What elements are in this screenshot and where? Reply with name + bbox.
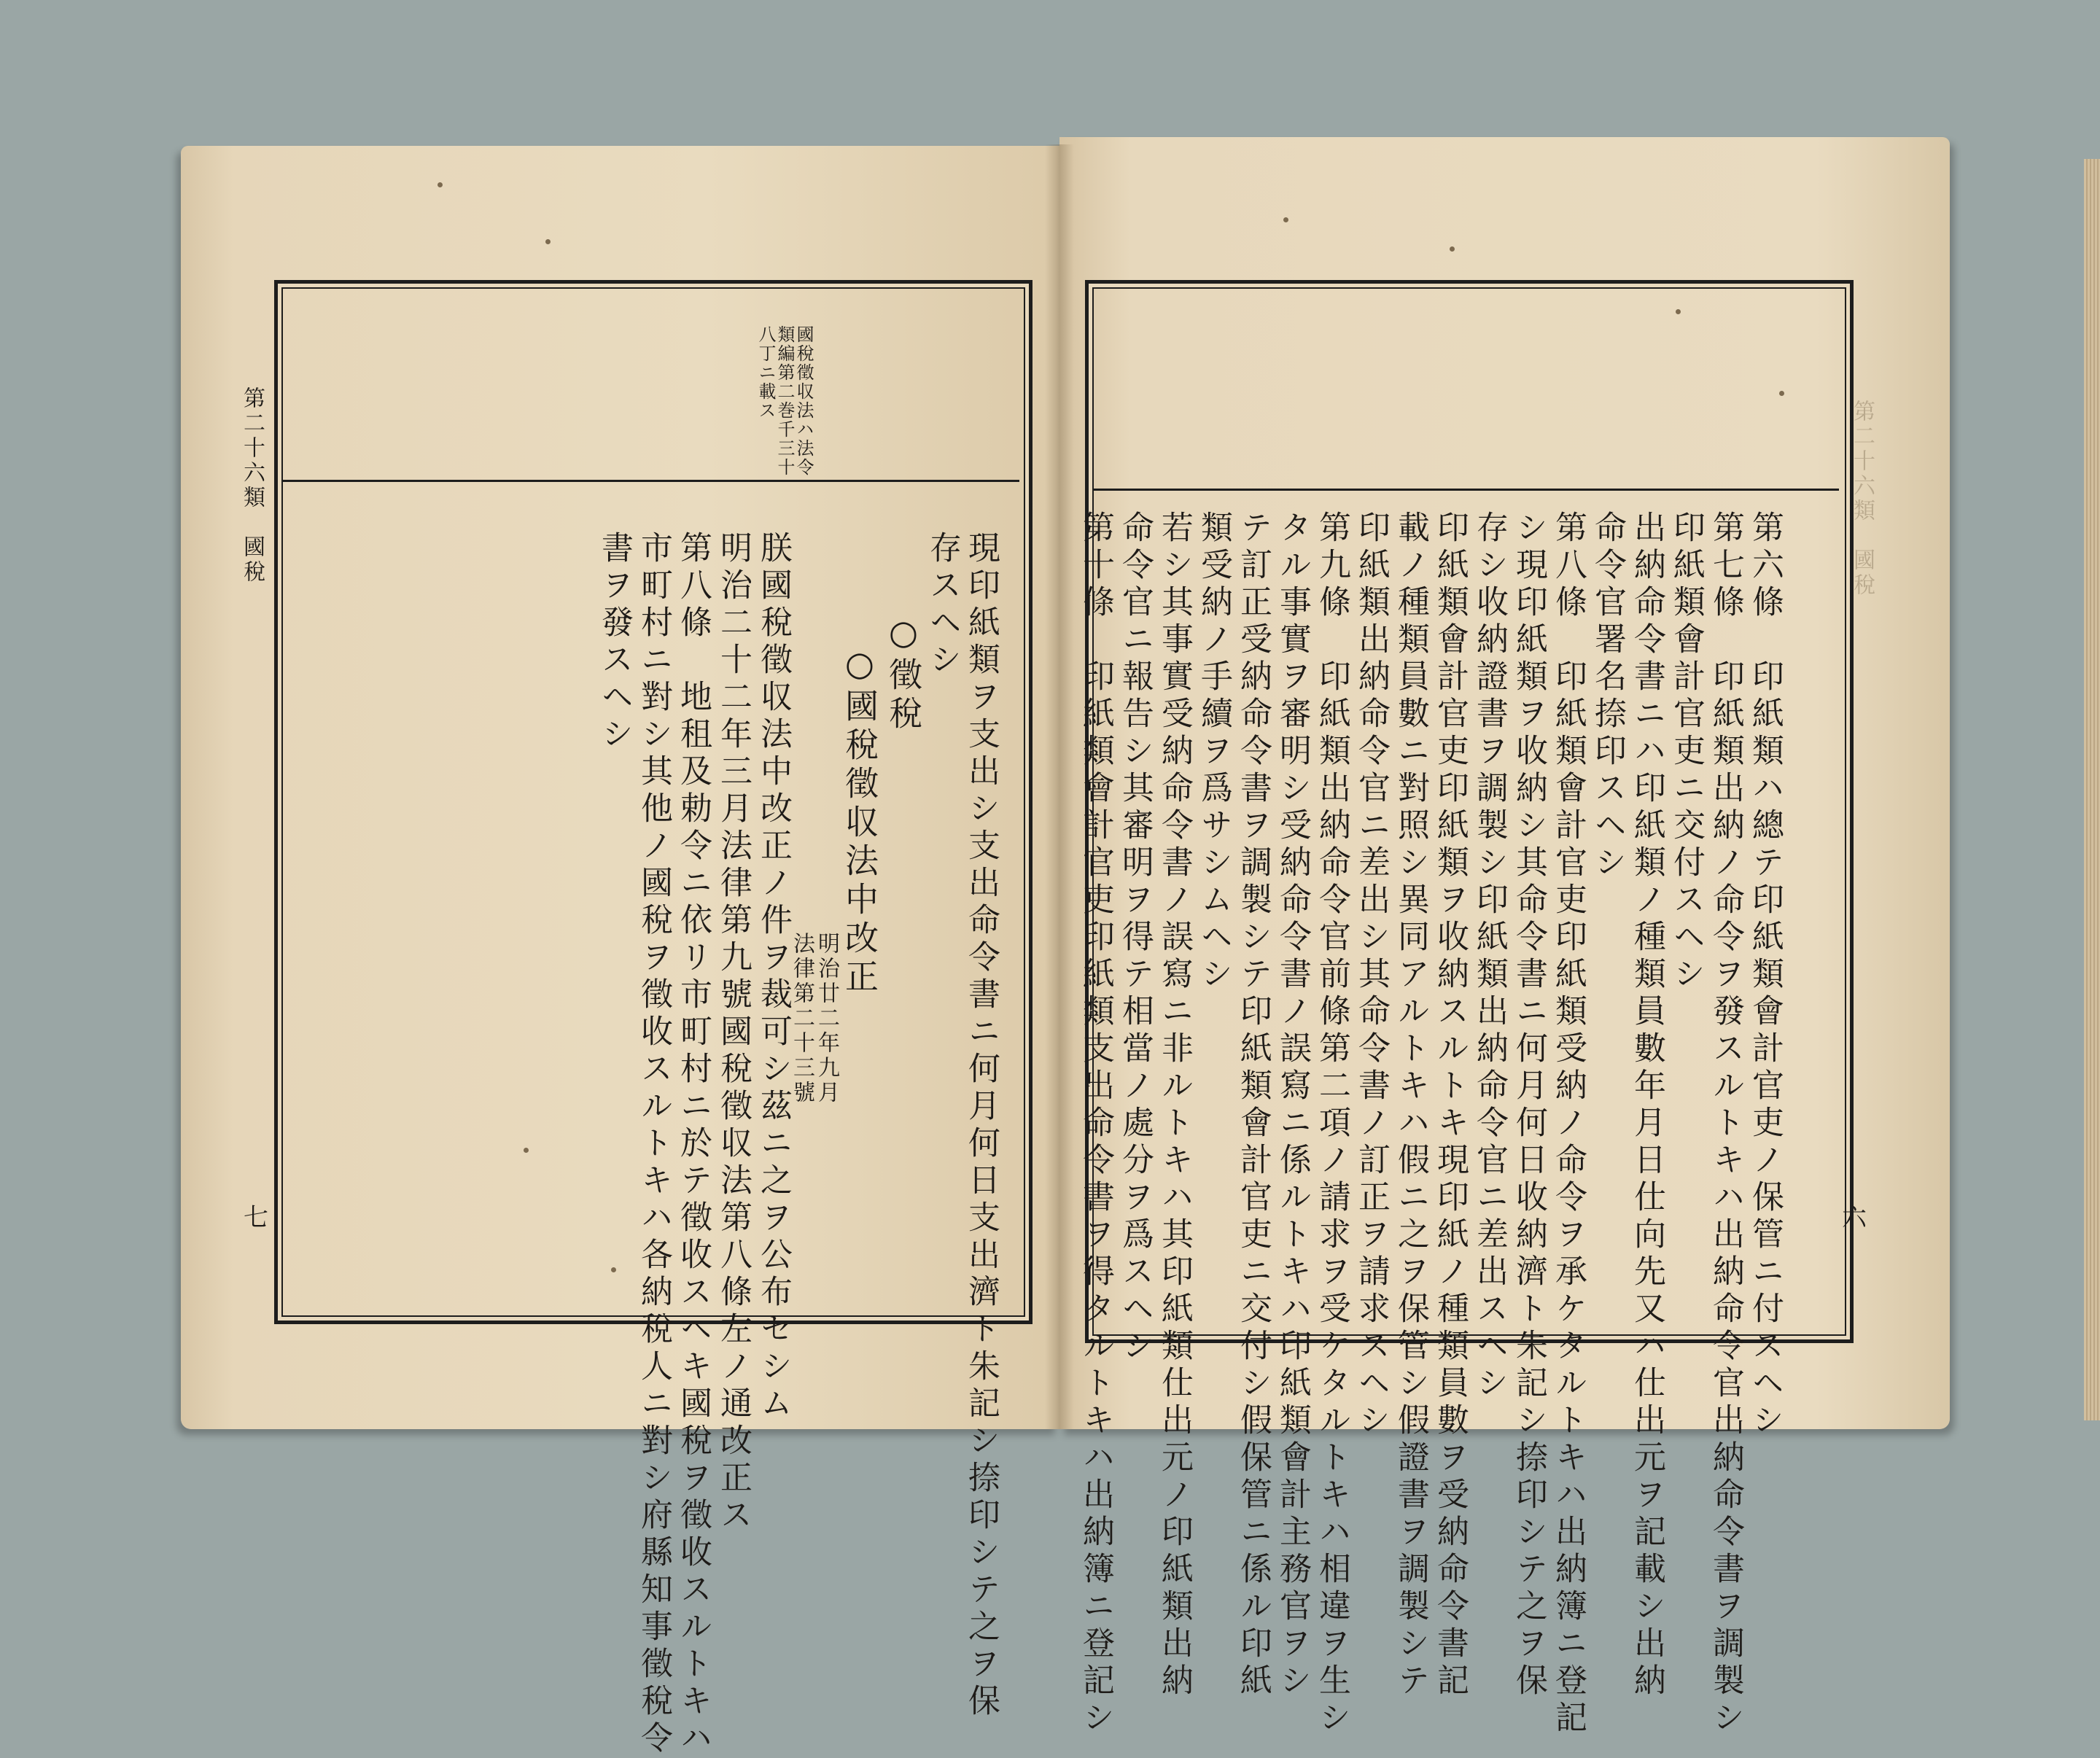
right-body-column-7: シ現印紙類ヲ收納シ其命令書ニ何月何日收納濟ト朱記シ捺印シテ之ヲ保	[1510, 510, 1547, 1700]
right-body-column-13: タル事實ヲ審明シ受納命令書ノ誤寫ニ係ルトキハ印紙類會計主務官ヲシ	[1274, 510, 1311, 1700]
right-body-column-5: 命令官署名捺印スヘシ	[1589, 510, 1626, 882]
law-number: 法律第二十三號	[789, 932, 814, 1105]
right-body-column-18: 第十條 印紙類會計官吏印紙類支出命令書ヲ得タルトキハ出納簿ニ登記シ	[1077, 510, 1114, 1738]
side-note-line-2: 類編第二巻千三十	[774, 325, 795, 477]
left-body-column-9: 書ヲ發スヘシ	[596, 531, 633, 754]
left-page-number: 七	[244, 1203, 268, 1232]
right-page-number: 六	[1842, 1203, 1867, 1232]
side-note-line-3: 八丁ニ載ス	[755, 325, 776, 420]
section-title-choze: ○徵稅	[884, 612, 923, 734]
left-body-column-5: 朕國稅徵収法中改正ノ件ヲ裁可シ茲ニ之ヲ公布セシム	[755, 531, 792, 1423]
right-body-column-6: 第八條 印紙類會計官吏印紙類受納ノ命令ヲ承ケタルトキハ出納簿ニ登記	[1549, 510, 1587, 1738]
paper-speck	[1779, 391, 1784, 396]
right-body-column-3: 印紙類會計官吏ニ交付スヘシ	[1668, 510, 1705, 994]
left-body-column-7: 第八條 地租及勅令ニ依リ市町村ニ於テ徵收スヘキ國稅ヲ徵收スルトキハ	[674, 531, 712, 1758]
paper-speck	[1676, 309, 1681, 314]
page-edges	[2084, 159, 2100, 1420]
side-note-line-1: 國稅徵収法ハ法令	[793, 325, 814, 477]
law-title: ○國稅徵収法中改正	[840, 644, 879, 997]
left-body-column-2: 存スヘシ	[924, 531, 961, 680]
left-body-column-1: 現印紙類ヲ支出シ支出命令書ニ何月何日支出濟ト朱記シ捺印シテ之ヲ保	[962, 531, 1000, 1721]
book-gutter	[1045, 144, 1074, 1429]
right-margin-header: 第二十六類 國稅	[1849, 400, 1875, 598]
paper-speck	[611, 1267, 616, 1272]
right-body-column-8: 存シ收納證書ヲ調製シ印紙類出納命令官ニ差出スヘシ	[1471, 510, 1508, 1403]
right-header-rule	[1094, 489, 1839, 491]
right-body-column-17: 命令官ニ報告シ其審明ヲ得テ相當ノ處分ヲ爲スヘシ	[1116, 510, 1154, 1366]
right-body-column-16: 若シ其事實受納命令書ノ誤寫ニ非ルトキハ其印紙類仕出元ノ印紙類出納	[1156, 510, 1193, 1700]
right-body-column-15: 類受納ノ手續ヲ爲サシムヘシ	[1195, 510, 1232, 994]
open-book	[181, 137, 1950, 1758]
right-body-column-10: 載ノ種類員數ニ對照シ異同アルトキハ假ニ之ヲ保管シ假證書ヲ調製シテ	[1392, 510, 1429, 1700]
left-body-column-6: 明治二十二年三月法律第九號國稅徵収法第八條左ノ通改正ス	[715, 531, 752, 1535]
right-body-column-11: 印紙類出納命令官ニ差出シ其命令書ノ訂正ヲ請求スヘシ	[1353, 510, 1390, 1440]
right-body-column-14: テ訂正受納命令書ヲ調製シテ印紙類會計官吏ニ交付シ假保管ニ係ル印紙	[1234, 510, 1272, 1700]
right-body-column-9: 印紙類會計官吏印紙類ヲ收納スルトキ現印紙ノ種類員數ヲ受納命令書記	[1431, 510, 1469, 1700]
right-body-column-2: 第七條 印紙類出納ノ命令ヲ發スルトキハ出納命令官出納命令書ヲ調製シ	[1707, 510, 1744, 1738]
right-body-column-4: 出納命令書ニハ印紙類ノ種類員數年月日仕向先又ハ仕出元ヲ記載シ出納	[1628, 510, 1665, 1700]
right-body-column-1: 第六條 印紙類ハ總テ印紙類會計官吏ノ保管ニ付スヘシ	[1746, 510, 1784, 1440]
paper-speck	[524, 1148, 529, 1153]
left-header-rule	[283, 480, 1019, 482]
right-body-column-12: 第九條 印紙類出納命令官前條第二項ノ請求ヲ受ケタルトキハ相違ヲ生シ	[1313, 510, 1350, 1738]
left-margin-header: 第二十六類 國稅	[239, 386, 265, 585]
paper-speck	[1450, 246, 1455, 252]
paper-speck	[1283, 217, 1288, 222]
paper-speck	[545, 239, 551, 244]
law-date: 明治廿二年九月	[814, 932, 839, 1105]
paper-speck	[438, 182, 443, 187]
left-body-column-8: 市町村ニ對シ其他ノ國稅ヲ徵收スルトキハ各納稅人ニ對シ府縣知事徵稅令	[635, 531, 672, 1758]
